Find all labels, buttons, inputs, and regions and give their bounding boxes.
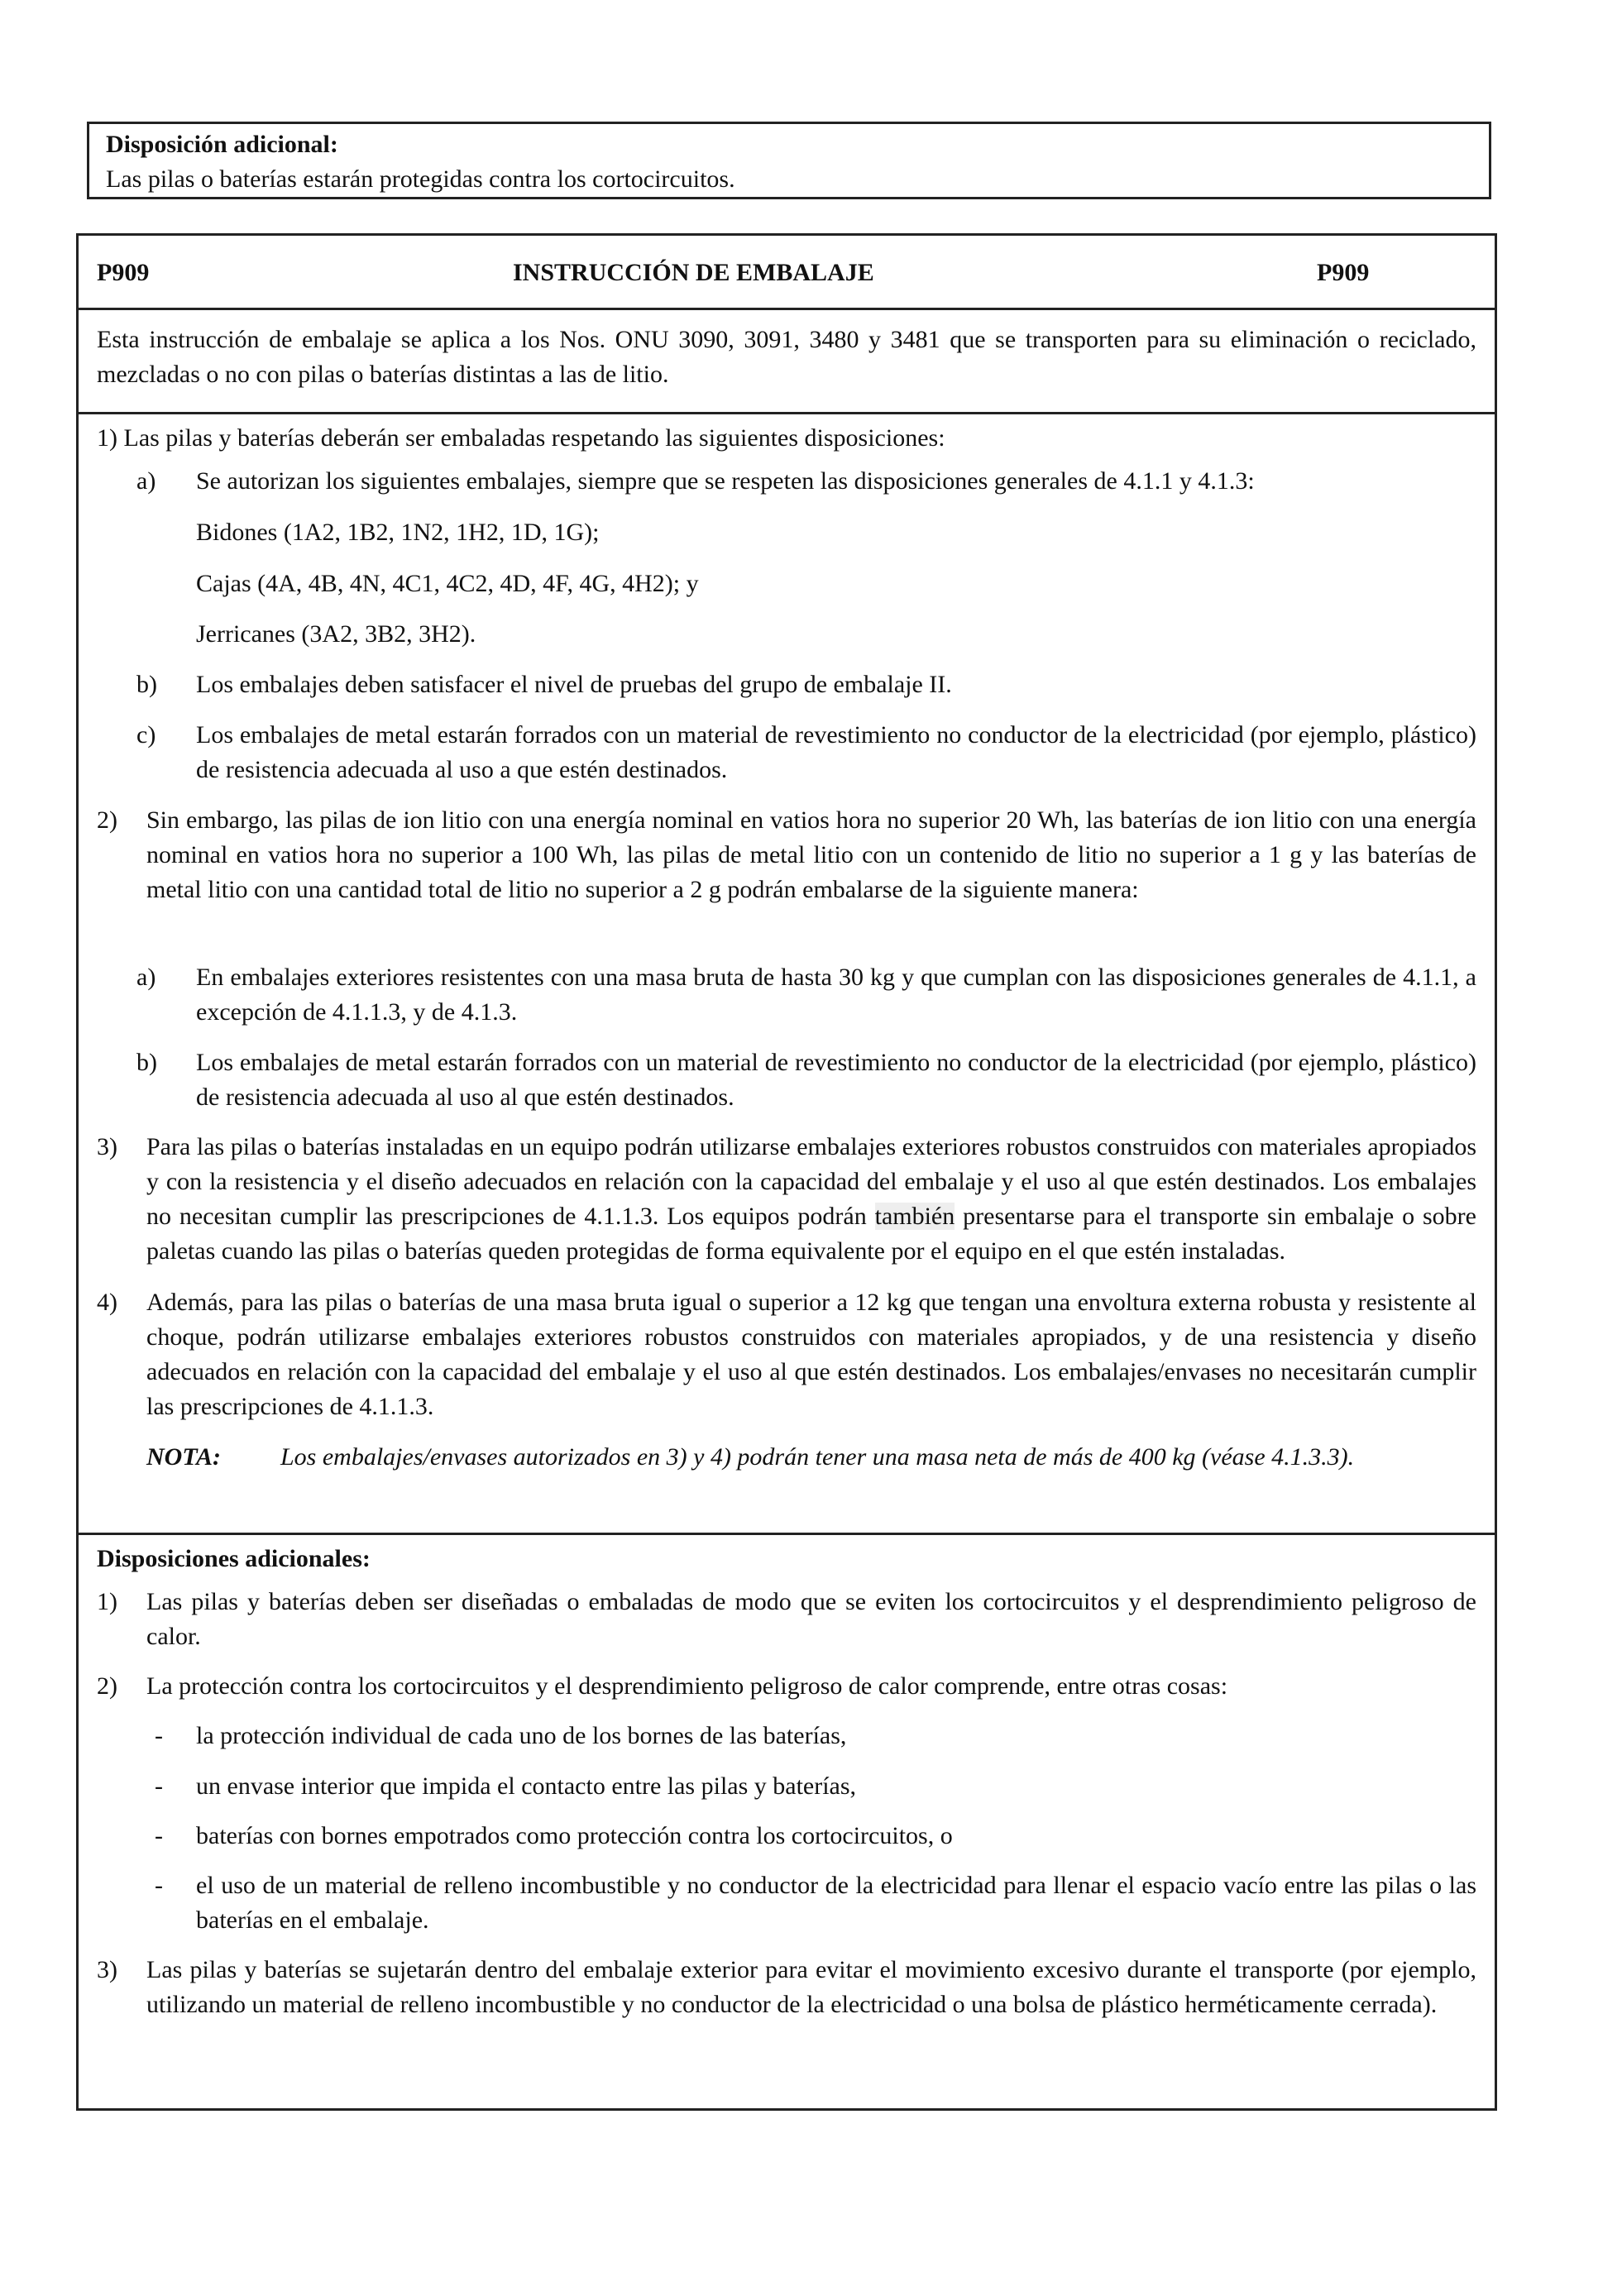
note (146, 1440, 1476, 1475)
item-a-text: Se autorizan los siguientes embalajes, siempre que se respeten las disposiciones generales de 4.1.1 y 4.1.3: (196, 467, 1255, 495)
instruction-header (79, 236, 1495, 310)
para-2b-text: Los embalajes de metal estarán forrados con un material de revestimiento no conductor de la electricidad (por ejemplo, plástico) de resistencia adecuada al uso al que estén destinados. (196, 1049, 1476, 1111)
dash-item-2: un envase interior que impida el contacto entre las pilas y baterías, (196, 1772, 857, 1800)
para-2b-mark: b) (136, 1049, 157, 1076)
additional-provisions-title: Disposiciones adicionales: (97, 1545, 371, 1572)
para-4-text: Además, para las pilas o baterías de una masa bruta igual o superior a 12 kg que tengan una envoltura externa robusta y resistente al choque, podrán utilizarse embalajes exteriores robustos construidos con materiales apropiados, y de una resistencia y diseño adecuados en relación con la capacidad del embalaje y el uso al que estén destinados. Los embalajes/envases no necesitarán cumplir las prescripciones de 4.1.1.3. (146, 1289, 1476, 1420)
add-item-1-text: Las pilas y baterías deben ser diseñadas o embaladas de modo que se eviten los cortocircuitos y el desprendimiento peligroso de calor. (146, 1588, 1476, 1650)
item-b-mark: b) (136, 671, 157, 698)
additional-provisions-section (79, 1535, 1495, 2048)
note-label: NOTA: (146, 1443, 221, 1471)
code-right: P909 (1317, 259, 1370, 286)
add-item-3-text: Las pilas y baterías se sujetarán dentro del embalaje exterior para evitar el movimiento excesivo durante el transporte (por ejemplo, utilizando un material de relleno incombustible y no conductor de la electricidad o una bolsa de plástico herméticamente cerrada). (146, 1956, 1476, 2018)
drums-line: Bidones (1A2, 1B2, 1N2, 1H2, 1D, 1G); (196, 519, 600, 546)
para-3-text-start: Para las pilas o baterías instaladas en un equipo podrán utilizarse embalajes exteriores robustos construidos con materiales apropiados y con la resistencia y el diseño adecuados en relación con la capacidad del embalaje y el uso al que estén destinados. Los embalajes no necesitan cumplir las prescripciones de 4.1.1.3. Los equipos podrán (146, 1133, 1476, 1230)
intro-text: Esta instrucción de embalaje se aplica a los Nos. ONU 3090, 3091, 3480 y 3481 que se transporten para su eliminación o reciclado, mezcladas o no con pilas o baterías distintas a las de litio. (97, 326, 1476, 388)
para-2a-mark: a) (136, 964, 156, 991)
intro-row (79, 310, 1495, 414)
boxes-line: Cajas (4A, 4B, 4N, 4C1, 4C2, 4D, 4F, 4G, 4H2); y (196, 570, 699, 597)
dash-4: - (155, 1872, 163, 1899)
additional-provision-box (87, 122, 1491, 199)
additional-provision-title: Disposición adicional: (106, 131, 338, 158)
para-4-mark: 4) (97, 1289, 117, 1316)
add-item-2-text: La protección contra los cortocircuitos y el desprendimiento peligroso de calor comprende, entre otras cosas: (146, 1672, 1228, 1700)
provisions-section (79, 414, 1495, 1535)
code-left: P909 (97, 259, 150, 286)
dash-1: - (155, 1722, 163, 1749)
para-2-mark: 2) (97, 806, 117, 834)
item-c-mark: c) (136, 721, 156, 749)
item-b-text: Los embalajes deben satisfacer el nivel de pruebas del grupo de embalaje II. (196, 671, 952, 698)
dash-3: - (155, 1822, 163, 1849)
additional-provision-text: Las pilas o baterías estarán protegidas contra los cortocircuitos. (106, 165, 735, 193)
highlighted-word: también (874, 1203, 955, 1230)
add-item-2-mark: 2) (97, 1672, 117, 1700)
item-a-mark: a) (136, 467, 156, 495)
para-1: 1) Las pilas y baterías deberán ser embaladas respetando las siguientes disposiciones: (97, 424, 945, 452)
para-2-text: Sin embargo, las pilas de ion litio con una energía nominal en vatios hora no superior 20 Wh, las baterías de ion litio con una energía nominal en vatios hora no superior a 100 Wh, las pilas de metal litio con un contenido de litio no superior a 1 g y las baterías de metal litio con una cantidad total de litio no superior a 2 g podrán embalarse de la siguiente manera: (146, 806, 1476, 903)
item-c-text: Los embalajes de metal estarán forrados con un material de revestimiento no conductor de la electricidad (por ejemplo, plástico) de resistencia adecuada al uso a que estén destinados. (196, 721, 1476, 783)
add-item-1-mark: 1) (97, 1588, 117, 1615)
dash-2: - (155, 1772, 163, 1800)
note-text: Los embalajes/envases autorizados en 3) y 4) podrán tener una masa neta de más de 400 kg (véase 4.1.3.3). (280, 1443, 1355, 1471)
para-2a-text: En embalajes exteriores resistentes con una masa bruta de hasta 30 kg y que cumplan con las disposiciones generales de 4.1.1, a excepción de 4.1.1.3, y de 4.1.3. (196, 964, 1476, 1026)
dash-item-3: baterías con bornes empotrados como protección contra los cortocircuitos, o (196, 1822, 953, 1849)
packing-instruction-table (76, 233, 1497, 2111)
para-3-text (146, 1130, 1476, 1269)
instruction-title: INSTRUCCIÓN DE EMBALAJE (513, 259, 874, 286)
para-3-text-end: presentarse para el transporte sin embalaje o sobre paletas cuando las pilas o baterías queden protegidas de forma equivalente por el equipo en el que estén instaladas. (146, 1203, 1476, 1265)
add-item-3-mark: 3) (97, 1956, 117, 1983)
jerricans-line: Jerricanes (3A2, 3B2, 3H2). (196, 620, 476, 648)
dash-item-1: la protección individual de cada uno de los bornes de las baterías, (196, 1722, 847, 1749)
dash-item-4: el uso de un material de relleno incombustible y no conductor de la electricidad para llenar el espacio vacío entre las pilas o las baterías en el embalaje. (196, 1872, 1476, 1934)
para-3-mark: 3) (97, 1133, 117, 1160)
